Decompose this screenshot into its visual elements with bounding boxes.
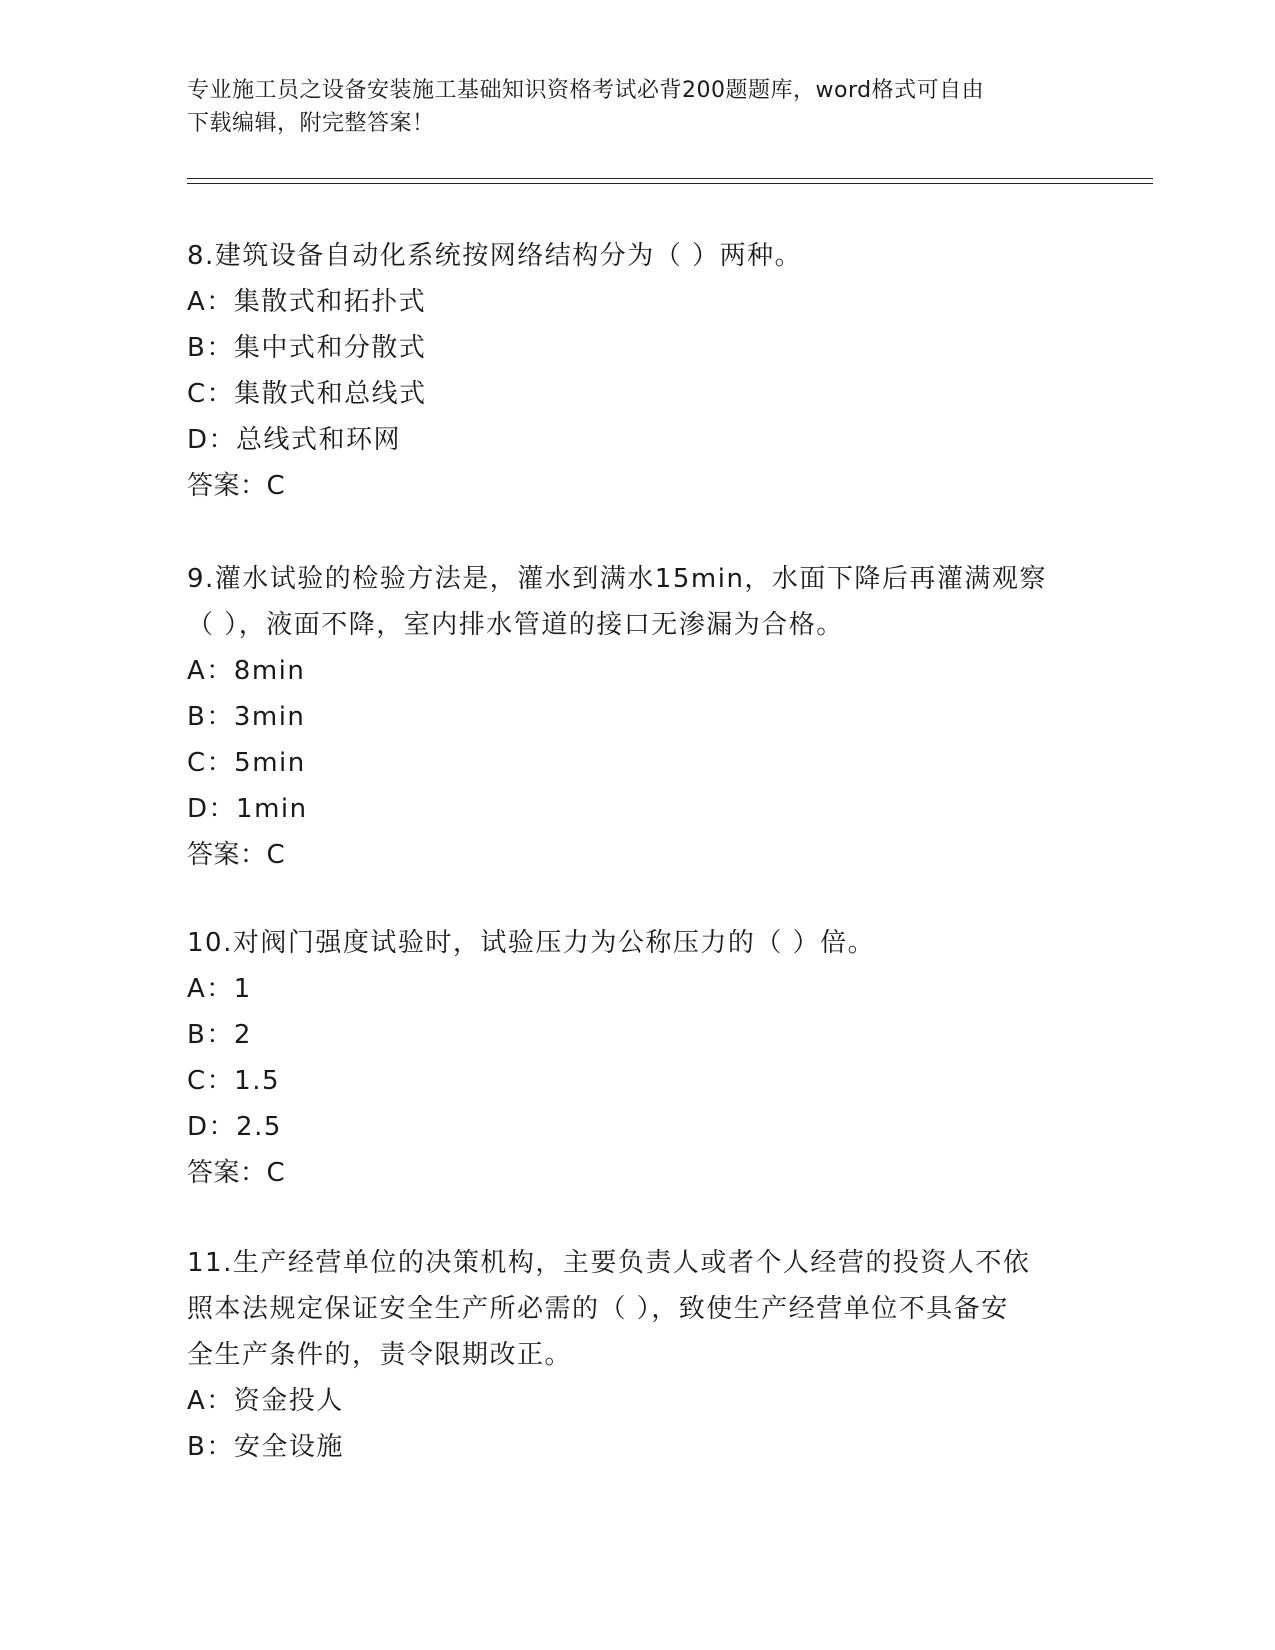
option-b: B：安全设施 — [187, 1432, 344, 1462]
question-stem-line-2: （ ），液面不降，室内排水管道的接口无渗漏为合格。 — [187, 610, 844, 640]
header-divider-top — [187, 178, 1153, 179]
option-d: D：1min — [187, 794, 308, 824]
option-a: A：集散式和拓扑式 — [187, 287, 427, 317]
option-c: C：5min — [187, 748, 306, 778]
option-a: A：资金投人 — [187, 1386, 344, 1416]
question-10 — [187, 920, 1087, 1196]
option-a: A：8min — [187, 656, 306, 686]
option-d: D：2.5 — [187, 1112, 282, 1142]
question-stem: 8.建筑设备自动化系统按网络结构分为（ ）两种。 — [187, 241, 803, 271]
option-d: D：总线式和环网 — [187, 425, 402, 455]
option-c: C：集散式和总线式 — [187, 379, 427, 409]
question-stem-line-3: 全生产条件的，责令限期改正。 — [187, 1340, 573, 1370]
document-header — [187, 74, 1087, 140]
question-8 — [187, 233, 1087, 509]
answer-line: 答案：C — [187, 840, 286, 870]
header-line-2: 下载编辑，附完整答案！ — [187, 111, 435, 136]
option-a: A：1 — [187, 974, 252, 1004]
question-9 — [187, 556, 1087, 878]
option-b: B：2 — [187, 1020, 252, 1050]
question-stem-line-2: 照本法规定保证安全生产所必需的（ ），致使生产经营单位不具备安 — [187, 1294, 1009, 1324]
header-divider-bottom — [187, 183, 1153, 184]
option-b: B：3min — [187, 702, 306, 732]
answer-line: 答案：C — [187, 1158, 286, 1188]
header-line-1: 专业施工员之设备安装施工基础知识资格考试必背200题题库，word格式可自由 — [187, 78, 985, 103]
option-b: B：集中式和分散式 — [187, 333, 427, 363]
question-stem-line-1: 9.灌水试验的检验方法是，灌水到满水15min，水面下降后再灌满观察 — [187, 564, 1047, 594]
answer-line: 答案：C — [187, 471, 286, 501]
question-11 — [187, 1240, 1087, 1470]
question-stem-line-1: 11.生产经营单位的决策机构，主要负责人或者个人经营的投资人不依 — [187, 1248, 1031, 1278]
question-stem: 10.对阀门强度试验时，试验压力为公称压力的（ ）倍。 — [187, 928, 876, 958]
option-c: C：1.5 — [187, 1066, 281, 1096]
